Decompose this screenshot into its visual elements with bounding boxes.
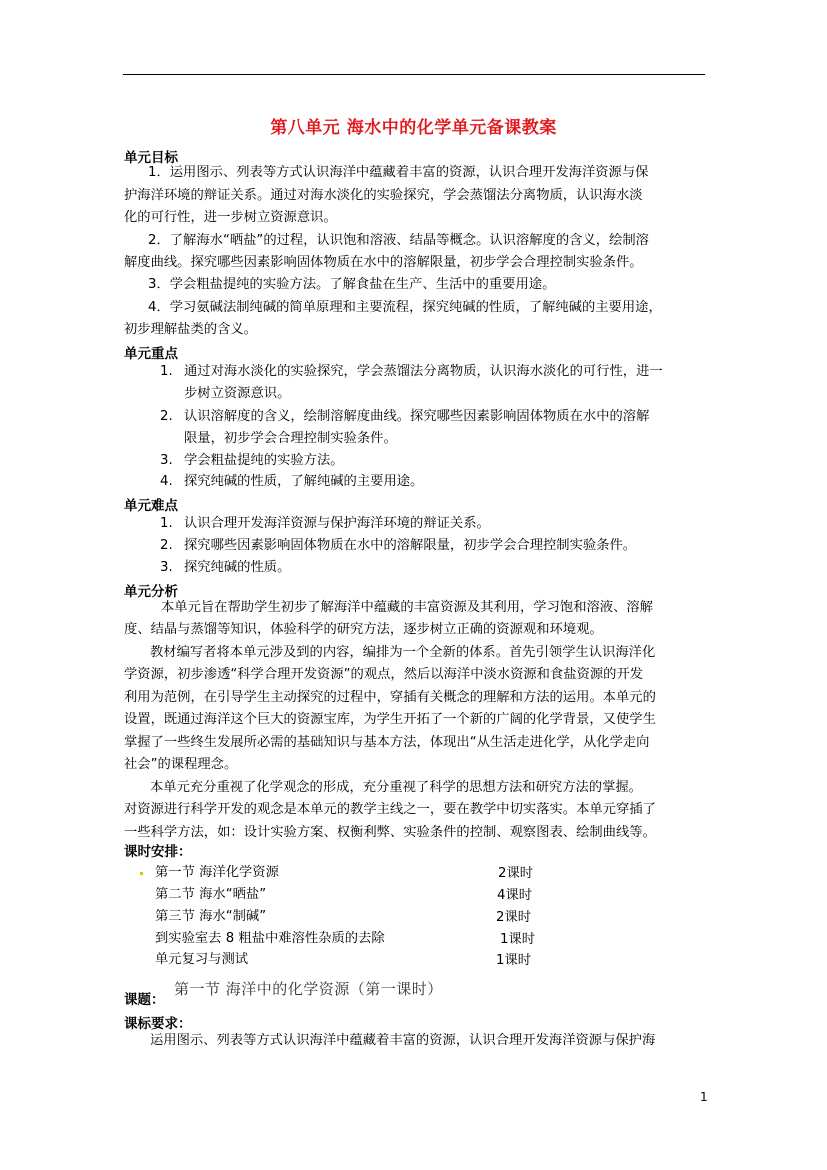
key-point-text: 通过对海水淡化的实验探究，学会蒸馏法分离物质，认识海水淡化的可行性，进一: [184, 364, 663, 379]
difficulty-number: 2.: [160, 538, 173, 553]
difficulty-text: 认识合理开发海洋资源与保护海洋环境的辩证关系。: [184, 516, 490, 531]
schedule-item-hours: 1课时: [500, 932, 536, 947]
analysis-line: 教材编写者将本单元涉及到的内容，编排为一个全新的体系。首先引领学生认识海洋化: [150, 645, 656, 660]
difficulty-text: 探究哪些因素影响固体物质在水中的溶解限量，初步学会合理控制实验条件。: [184, 538, 637, 553]
key-point-number: 1.: [160, 364, 173, 379]
schedule-item-hours: 2课时: [498, 866, 534, 881]
key-point-number: 2.: [160, 409, 173, 424]
standards-heading: 课标要求：: [124, 1016, 192, 1032]
goals-line: 2．了解海水“晒盐”的过程，认识饱和溶液、结晶等概念。认识溶解度的含义，绘制溶: [148, 233, 649, 248]
analysis-heading: 单元分析: [124, 584, 178, 600]
goals-line: 1．运用图示、列表等方式认识海洋中蕴藏着丰富的资源，认识合理开发海洋资源与保: [148, 165, 649, 180]
lesson-topic: 第一节 海洋中的化学资源（第一课时）: [174, 980, 443, 998]
standards-line: 运用图示、列表等方式认识海洋中蕴藏着丰富的资源，认识合理开发海洋资源与保护海: [150, 1033, 656, 1048]
analysis-line: 掌握了一些终生发展所必需的基础知识与基本方法，体现出“从生活走进化学，从化学走向: [124, 735, 650, 750]
key-point-number: 4.: [160, 474, 173, 489]
key-point-text: 学会粗盐提纯的实验方法。: [184, 453, 344, 468]
goals-line: 4．学习氨碱法制纯碱的简单原理和主要流程，探究纯碱的性质，了解纯碱的主要用途，: [148, 300, 662, 315]
analysis-line: 本单元充分重视了化学观念的形成，充分重视了科学的思想方法和研究方法的掌握。: [150, 780, 642, 795]
analysis-line: 社会”的课程理念。: [124, 757, 238, 772]
analysis-line: 利用为范例，在引导学生主动探究的过程中，穿插有关概念的理解和方法的运用。本单元的: [124, 690, 656, 705]
key-point-text: 步树立资源意识。: [184, 386, 291, 401]
analysis-line: 学资源，初步渗透“科学合理开发资源”的观点，然后以海洋中淡水资源和食盐资源的开发: [124, 667, 644, 682]
analysis-line: 设置，既通过海洋这个巨大的资源宝库，为学生开拓了一个新的广阔的化学背景，又使学生: [124, 712, 656, 727]
difficulty-number: 1.: [160, 516, 173, 531]
schedule-item-name: 到实验室去 8 粗盐中难溶性杂质的去除: [155, 931, 385, 946]
analysis-line: 一些科学方法，如：设计实验方案、权衡利弊、实验条件的控制、观察图表、绘制曲线等。: [124, 825, 656, 840]
schedule-item-name: 第三节 海水“制碱”: [155, 909, 267, 924]
goals-line: 初步理解盐类的含义。: [124, 322, 257, 337]
analysis-line: 本单元旨在帮助学生初步了解海洋中蕴藏的丰富资源及其利用，学习饱和溶液、溶解: [161, 600, 653, 615]
schedule-item-name: 单元复习与测试: [155, 952, 249, 967]
lesson-label: 课题：: [124, 992, 165, 1008]
schedule-heading: 课时安排：: [124, 844, 192, 860]
schedule-item-hours: 2课时: [496, 910, 532, 925]
key-point-text: 探究纯碱的性质，了解纯碱的主要用途。: [184, 474, 424, 489]
key-point-number: 3.: [160, 453, 173, 468]
goals-line: 3．学会粗盐提纯的实验方法。了解食盐在生产、生活中的重要用途。: [148, 277, 556, 292]
key-point-text: 限量，初步学会合理控制实验条件。: [184, 431, 397, 446]
page-number: 1: [700, 1090, 708, 1104]
goals-line: 解度曲线。探究哪些因素影响固体物质在水中的溶解限量，初步学会合理控制实验条件。: [124, 255, 643, 270]
difficulty-number: 3.: [160, 560, 173, 575]
document-title: 第八单元 海水中的化学单元备课教案: [270, 118, 557, 138]
difficulty-text: 探究纯碱的性质。: [184, 560, 291, 575]
schedule-item-name: 第二节 海水“晒盐”: [155, 887, 267, 902]
key-point-text: 认识溶解度的含义，绘制溶解度曲线。探究哪些因素影响固体物质在水中的溶解: [184, 409, 650, 424]
analysis-line: 度、结晶与蒸馏等知识，体验科学的研究方法，逐步树立正确的资源观和环境观。: [124, 622, 603, 637]
analysis-line: 对资源进行科学开发的观念是本单元的教学主线之一，要在教学中切实落实。本单元穿插了: [124, 802, 656, 817]
key-points-heading: 单元重点: [124, 346, 178, 362]
schedule-item-hours: 1课时: [496, 953, 532, 968]
difficulties-heading: 单元难点: [124, 498, 178, 514]
schedule-item-name: 第一节 海洋化学资源: [155, 865, 279, 880]
goals-heading: 单元目标: [124, 150, 178, 166]
goals-line: 护海洋环境的辩证关系。通过对海水淡化的实验探究，学会蒸馏法分离物质，认识海水淡: [124, 188, 643, 203]
goals-line: 化的可行性，进一步树立资源意识。: [124, 210, 337, 225]
marker-dot: [140, 872, 143, 875]
header-rule: [123, 74, 705, 75]
schedule-item-hours: 4课时: [497, 888, 533, 903]
